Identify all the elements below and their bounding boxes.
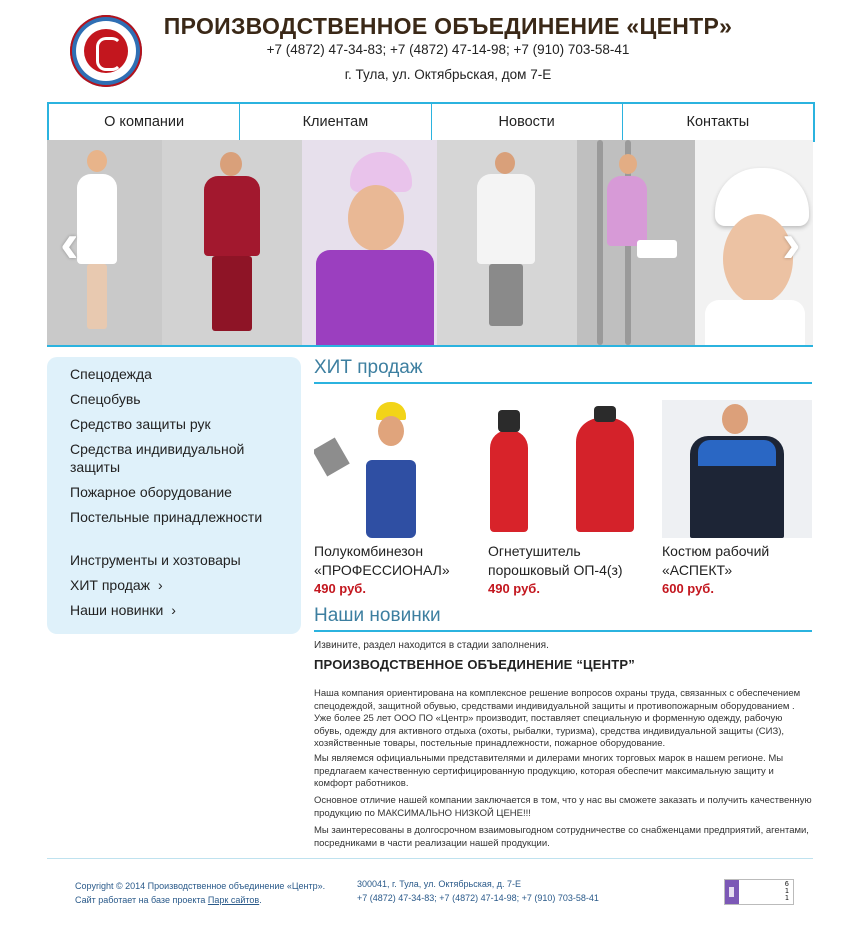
product-image-extinguisher <box>488 400 638 538</box>
nav-contacts[interactable]: Контакты <box>686 114 750 130</box>
company-paragraph: Мы являемся официальными представителями и дилерами многих торговых марок в нашем регионе. Мы предлагаем качественную сертифицированную продукцию, которая обеспечит максимальную защиту и комфорт работников. <box>314 753 784 789</box>
product-price: 600 руб. <box>662 581 714 596</box>
sidebar-item-new[interactable]: Наши новинки › <box>70 602 176 618</box>
slide-white-coat <box>437 140 577 345</box>
product-card[interactable] <box>662 400 812 596</box>
footer-left <box>75 879 325 907</box>
company-paragraph: Наша компания ориентирована на комплексное решение вопросов охраны труда, связанных с обеспечением спецодеждой, защитной обувью, средствами индивидуальной защиты и противопожарным оборудованием . Уже более 25 лет ООО ПО «Центр» производит, поставляет специальную и форменную одежду, рабочую обувь, одежду для активного отдыха (охоты, рыбалки, туризма), средства индивидуальной защиты (СИЗ), хозяйственные товары, постельные принадлежности, пожарное оборудование. <box>314 688 801 749</box>
product-price: 490 руб. <box>488 581 540 596</box>
sidebar-item-hand-protection[interactable]: Средство защиты рук <box>70 416 211 432</box>
site-title: ПРОИЗВОДСТВЕННОЕ ОБЪЕДИНЕНИЕ «ЦЕНТР» <box>163 13 733 39</box>
footer-address: 300041, г. Тула, ул. Октябрьская, д. 7-Е <box>357 879 521 889</box>
slider-prev-arrow[interactable]: ‹ <box>60 211 79 274</box>
main-nav <box>47 102 815 142</box>
category-sidebar <box>47 357 301 634</box>
product-image-overalls <box>314 400 464 538</box>
slide-red-suit <box>162 140 302 345</box>
product-card[interactable] <box>314 400 464 596</box>
sidebar-item-workwear[interactable]: Спецодежда <box>70 366 152 382</box>
product-name: Костюм рабочий «АСПЕКТ» <box>662 543 770 578</box>
footer-divider <box>47 858 813 859</box>
counter-values: 6 1 1 <box>784 880 789 902</box>
sidebar-item-tools[interactable]: Инструменты и хозтовары <box>70 552 241 568</box>
nav-about[interactable]: О компании <box>49 104 240 140</box>
sidebar-item-bestsellers[interactable]: ХИТ продаж › <box>70 577 163 593</box>
image-slider <box>47 140 813 347</box>
logo-core <box>84 29 128 73</box>
product-card[interactable] <box>488 400 638 596</box>
sidebar-item-ppe[interactable]: Средства индивидуальной защиты <box>70 441 245 475</box>
product-price: 490 руб. <box>314 581 366 596</box>
footer-phones: +7 (4872) 47-34-83; +7 (4872) 47-14-98; +7 (910) 703-58-41 <box>357 893 599 903</box>
product-name: Полукомбинезон «ПРОФЕССИОНАЛ» <box>314 543 450 578</box>
product-name: Огнетушитель порошковый ОП-4(з) <box>488 543 623 578</box>
news-section-title: Наши новинки <box>314 605 812 632</box>
product-image-work-suit <box>662 400 812 538</box>
chevron-right-icon: › <box>158 577 163 593</box>
counter-bar-icon <box>725 880 739 904</box>
company-paragraph: Мы заинтересованы в долгосрочном взаимовыгодном сотрудничестве со снабженцами предприятий, агентами, посредниками в части реализации нашей продукции. <box>314 825 809 849</box>
chevron-right-icon: › <box>171 602 176 618</box>
company-paragraph: Основное отличие нашей компании заключается в том, что у нас вы сможете заказать и получить качественную продукцию по МАКСИМАЛЬНО НИЗКОЙ ЦЕНЕ!!! <box>314 795 812 819</box>
slide-ladder <box>577 140 695 345</box>
slider-next-arrow[interactable]: › <box>782 211 801 274</box>
slide-purple-blouse <box>302 140 437 345</box>
footer-powered: Сайт работает на базе проекта Парк сайтов. <box>75 895 262 905</box>
sidebar-item-fire-equipment[interactable]: Пожарное оборудование <box>70 484 232 500</box>
company-heading: ПРОИЗВОДСТВЕННОЕ ОБЪЕДИНЕНИЕ “ЦЕНТР” <box>314 657 635 672</box>
footer-copyright: Copyright © 2014 Производственное объединение «Центр». <box>75 881 326 891</box>
news-notice: Извините, раздел находится в стадии заполнения. <box>314 640 549 651</box>
nav-clients[interactable]: Клиентам <box>240 104 431 140</box>
header-phones: +7 (4872) 47-34-83; +7 (4872) 47-14-98; +7 (910) 703-58-41 <box>266 42 630 57</box>
footer-contacts <box>357 877 599 905</box>
sidebar-item-footwear[interactable]: Спецобувь <box>70 391 141 407</box>
nav-news[interactable]: Новости <box>432 104 623 140</box>
company-logo[interactable] <box>70 15 142 87</box>
header-address: г. Тула, ул. Октябрьская, дом 7-Е <box>344 67 552 82</box>
park-sites-link[interactable]: Парк сайтов <box>207 895 260 905</box>
hits-section-title: ХИТ продаж <box>314 357 812 384</box>
sidebar-item-bedding[interactable]: Постельные принадлежности <box>70 509 263 525</box>
visit-counter[interactable] <box>724 879 794 905</box>
